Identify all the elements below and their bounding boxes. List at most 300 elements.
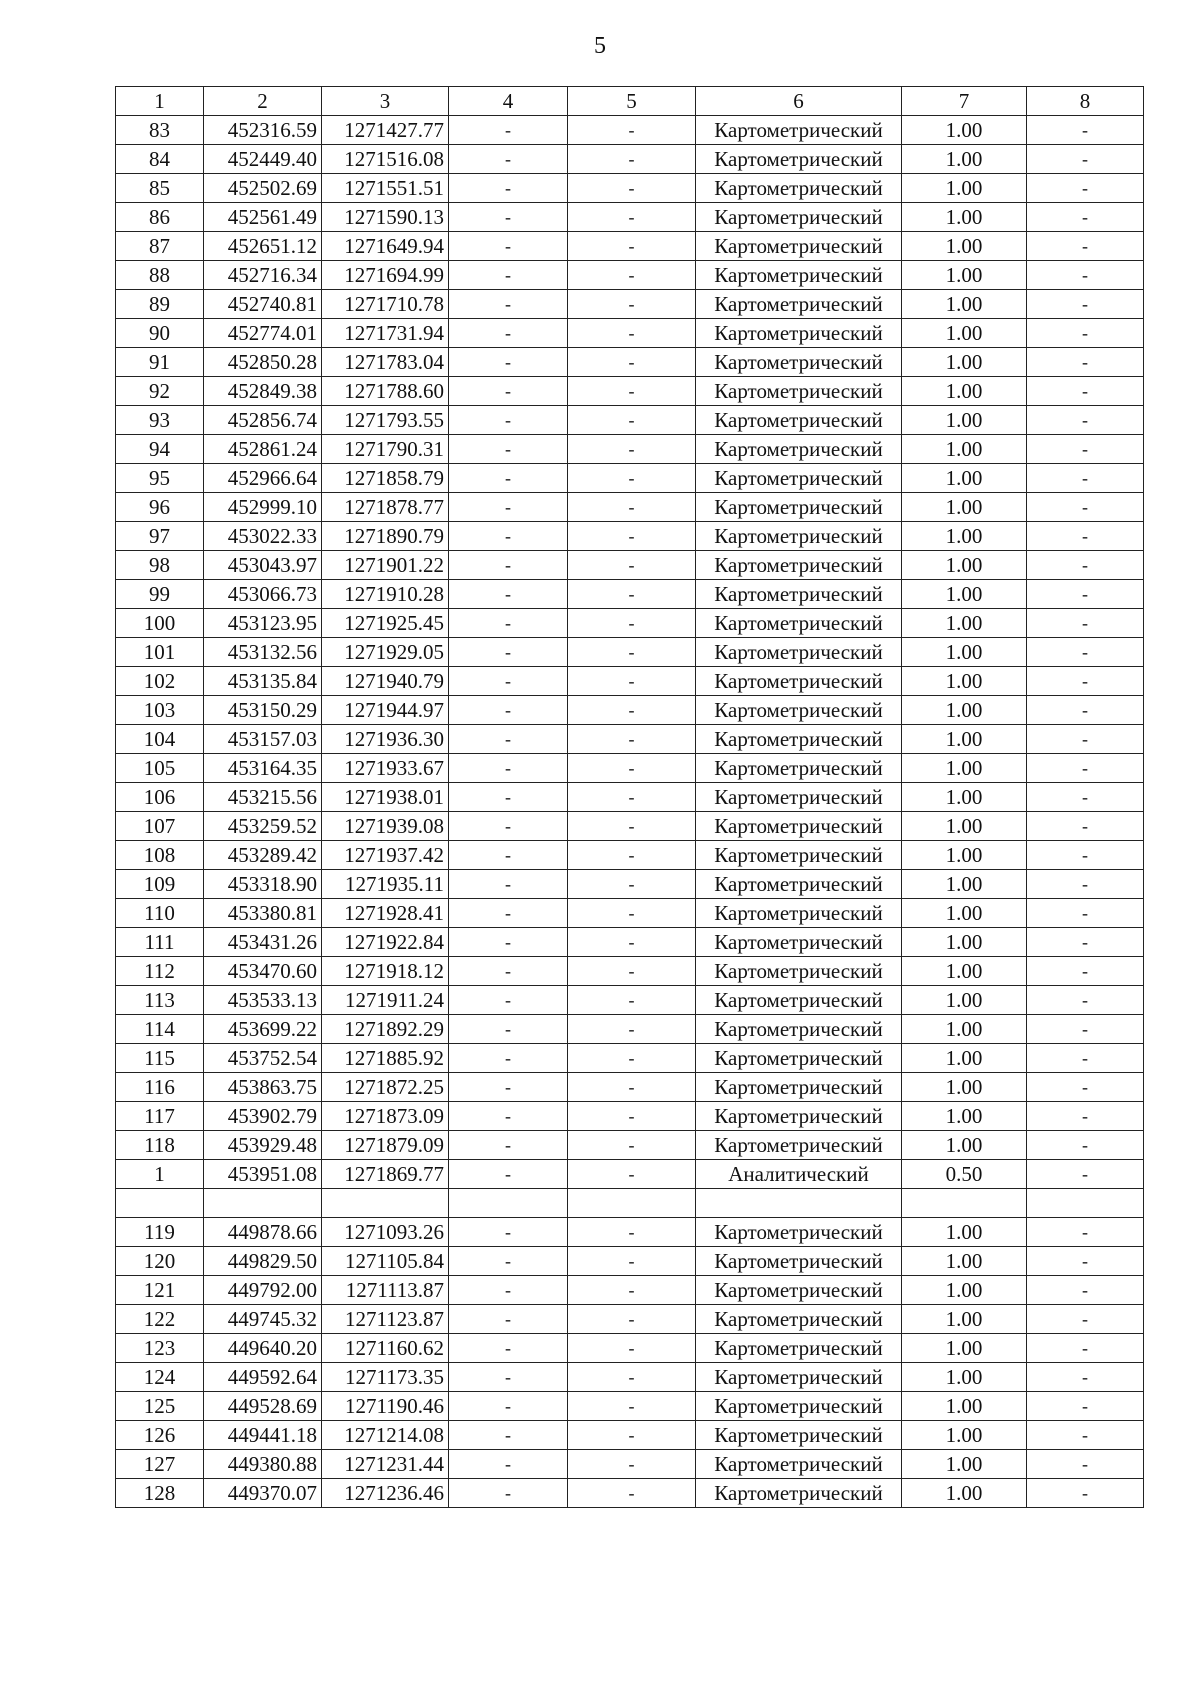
point-number-cell: 104 (116, 725, 204, 754)
column-5-cell: - (568, 899, 696, 928)
table-row (116, 232, 1144, 261)
column-4-cell: - (449, 464, 568, 493)
x-coordinate-cell: 453431.26 (204, 928, 322, 957)
y-coordinate-cell: 1271093.26 (322, 1217, 449, 1246)
y-coordinate-cell: 1271427.77 (322, 116, 449, 145)
x-coordinate-cell (204, 1189, 322, 1218)
point-number-cell: 92 (116, 377, 204, 406)
method-cell: Картометрический (696, 725, 902, 754)
x-coordinate-cell: 453123.95 (204, 609, 322, 638)
method-cell: Картометрический (696, 1275, 902, 1304)
column-5-cell: - (568, 1391, 696, 1420)
accuracy-cell: 1.00 (902, 1217, 1027, 1246)
accuracy-cell: 1.00 (902, 406, 1027, 435)
column-4-cell: - (449, 406, 568, 435)
method-cell: Картометрический (696, 609, 902, 638)
y-coordinate-cell: 1271516.08 (322, 145, 449, 174)
table-row (116, 783, 1144, 812)
x-coordinate-cell: 453533.13 (204, 986, 322, 1015)
x-coordinate-cell: 453752.54 (204, 1044, 322, 1073)
table-row (116, 812, 1144, 841)
method-cell: Картометрический (696, 116, 902, 145)
x-coordinate-cell: 452861.24 (204, 435, 322, 464)
x-coordinate-cell: 452849.38 (204, 377, 322, 406)
x-coordinate-cell: 453164.35 (204, 754, 322, 783)
method-cell: Картометрический (696, 870, 902, 899)
column-4-cell: - (449, 1478, 568, 1507)
y-coordinate-cell: 1271937.42 (322, 841, 449, 870)
column-4-cell: - (449, 754, 568, 783)
column-8-cell: - (1027, 783, 1144, 812)
table-row (116, 174, 1144, 203)
method-cell: Аналитический (696, 1160, 902, 1189)
accuracy-cell: 1.00 (902, 319, 1027, 348)
column-8-cell: - (1027, 1478, 1144, 1507)
column-5-cell: - (568, 696, 696, 725)
column-4-cell: - (449, 1449, 568, 1478)
x-coordinate-cell: 452774.01 (204, 319, 322, 348)
table-row (116, 377, 1144, 406)
point-number-cell: 119 (116, 1217, 204, 1246)
method-cell: Картометрический (696, 1015, 902, 1044)
x-coordinate-cell: 449592.64 (204, 1362, 322, 1391)
accuracy-cell: 1.00 (902, 464, 1027, 493)
point-number-cell: 103 (116, 696, 204, 725)
accuracy-cell: 1.00 (902, 986, 1027, 1015)
x-coordinate-cell: 453380.81 (204, 899, 322, 928)
column-5-cell: - (568, 638, 696, 667)
method-cell: Картометрический (696, 841, 902, 870)
y-coordinate-cell: 1271793.55 (322, 406, 449, 435)
table-row (116, 348, 1144, 377)
point-number-cell: 99 (116, 580, 204, 609)
table-row (116, 1362, 1144, 1391)
point-number-cell: 84 (116, 145, 204, 174)
accuracy-cell: 1.00 (902, 551, 1027, 580)
column-8-cell: - (1027, 1015, 1144, 1044)
method-cell: Картометрический (696, 174, 902, 203)
accuracy-cell: 1.00 (902, 580, 1027, 609)
accuracy-cell: 1.00 (902, 522, 1027, 551)
accuracy-cell: 1.00 (902, 435, 1027, 464)
accuracy-cell: 1.00 (902, 232, 1027, 261)
column-5-cell: - (568, 116, 696, 145)
column-8-cell: - (1027, 1073, 1144, 1102)
x-coordinate-cell: 452740.81 (204, 290, 322, 319)
accuracy-cell: 1.00 (902, 116, 1027, 145)
column-header: 7 (902, 87, 1027, 116)
column-8-cell: - (1027, 522, 1144, 551)
column-4-cell: - (449, 725, 568, 754)
table-row (116, 986, 1144, 1015)
column-4-cell: - (449, 203, 568, 232)
x-coordinate-cell: 453318.90 (204, 870, 322, 899)
column-4-cell: - (449, 899, 568, 928)
accuracy-cell: 1.00 (902, 1073, 1027, 1102)
point-number-cell: 115 (116, 1044, 204, 1073)
point-number-cell: 95 (116, 464, 204, 493)
y-coordinate-cell: 1271935.11 (322, 870, 449, 899)
point-number-cell: 101 (116, 638, 204, 667)
x-coordinate-cell: 453699.22 (204, 1015, 322, 1044)
column-4-cell: - (449, 1246, 568, 1275)
point-number-cell: 124 (116, 1362, 204, 1391)
column-5-cell: - (568, 1131, 696, 1160)
method-cell: Картометрический (696, 464, 902, 493)
table-body (116, 116, 1144, 1508)
accuracy-cell (902, 1189, 1027, 1218)
method-cell: Картометрический (696, 1131, 902, 1160)
column-5-cell: - (568, 841, 696, 870)
x-coordinate-cell: 453929.48 (204, 1131, 322, 1160)
table-row (116, 435, 1144, 464)
point-number-cell: 94 (116, 435, 204, 464)
column-5-cell: - (568, 348, 696, 377)
x-coordinate-cell: 453902.79 (204, 1102, 322, 1131)
column-5-cell: - (568, 551, 696, 580)
column-8-cell: - (1027, 1304, 1144, 1333)
point-number-cell: 128 (116, 1478, 204, 1507)
column-header: 5 (568, 87, 696, 116)
column-5-cell: - (568, 1333, 696, 1362)
column-4-cell: - (449, 986, 568, 1015)
accuracy-cell: 1.00 (902, 145, 1027, 174)
x-coordinate-cell: 449380.88 (204, 1449, 322, 1478)
column-5-cell: - (568, 203, 696, 232)
column-4-cell: - (449, 870, 568, 899)
table-row (116, 696, 1144, 725)
column-5-cell: - (568, 1304, 696, 1333)
column-8-cell: - (1027, 1217, 1144, 1246)
column-4-cell: - (449, 783, 568, 812)
point-number-cell: 113 (116, 986, 204, 1015)
column-5-cell: - (568, 464, 696, 493)
table-header-row (116, 87, 1144, 116)
method-cell: Картометрический (696, 232, 902, 261)
column-header: 6 (696, 87, 902, 116)
column-8-cell (1027, 1189, 1144, 1218)
column-5-cell: - (568, 986, 696, 1015)
method-cell: Картометрический (696, 348, 902, 377)
point-number-cell: 109 (116, 870, 204, 899)
column-5-cell: - (568, 812, 696, 841)
y-coordinate-cell: 1271944.97 (322, 696, 449, 725)
column-8-cell: - (1027, 464, 1144, 493)
column-8-cell: - (1027, 899, 1144, 928)
column-5-cell: - (568, 1478, 696, 1507)
accuracy-cell: 1.00 (902, 348, 1027, 377)
y-coordinate-cell: 1271922.84 (322, 928, 449, 957)
column-5-cell: - (568, 290, 696, 319)
column-5-cell: - (568, 232, 696, 261)
point-number-cell: 91 (116, 348, 204, 377)
accuracy-cell: 1.00 (902, 1391, 1027, 1420)
method-cell: Картометрический (696, 493, 902, 522)
method-cell: Картометрический (696, 522, 902, 551)
column-8-cell: - (1027, 986, 1144, 1015)
x-coordinate-cell: 453951.08 (204, 1160, 322, 1189)
column-4-cell: - (449, 1391, 568, 1420)
accuracy-cell: 1.00 (902, 1131, 1027, 1160)
column-header: 4 (449, 87, 568, 116)
point-number-cell: 112 (116, 957, 204, 986)
y-coordinate-cell: 1271783.04 (322, 348, 449, 377)
column-5-cell: - (568, 783, 696, 812)
table-row (116, 870, 1144, 899)
point-number-cell: 116 (116, 1073, 204, 1102)
method-cell: Картометрический (696, 696, 902, 725)
accuracy-cell: 1.00 (902, 1015, 1027, 1044)
table-row (116, 203, 1144, 232)
column-8-cell: - (1027, 638, 1144, 667)
accuracy-cell: 1.00 (902, 783, 1027, 812)
column-5-cell: - (568, 609, 696, 638)
column-5-cell: - (568, 1275, 696, 1304)
accuracy-cell: 1.00 (902, 174, 1027, 203)
method-cell: Картометрический (696, 145, 902, 174)
column-5-cell: - (568, 522, 696, 551)
point-number-cell: 87 (116, 232, 204, 261)
accuracy-cell: 1.00 (902, 957, 1027, 986)
point-number-cell: 107 (116, 812, 204, 841)
column-8-cell: - (1027, 348, 1144, 377)
coordinates-table (115, 86, 1144, 1508)
x-coordinate-cell: 453132.56 (204, 638, 322, 667)
point-number-cell: 108 (116, 841, 204, 870)
column-8-cell: - (1027, 696, 1144, 725)
x-coordinate-cell: 453470.60 (204, 957, 322, 986)
method-cell: Картометрический (696, 1362, 902, 1391)
point-number-cell: 111 (116, 928, 204, 957)
column-8-cell: - (1027, 870, 1144, 899)
method-cell: Картометрический (696, 986, 902, 1015)
accuracy-cell: 1.00 (902, 1304, 1027, 1333)
table-row (116, 1391, 1144, 1420)
column-4-cell: - (449, 232, 568, 261)
column-8-cell: - (1027, 1044, 1144, 1073)
method-cell: Картометрический (696, 377, 902, 406)
x-coordinate-cell: 449640.20 (204, 1333, 322, 1362)
table-row (116, 580, 1144, 609)
point-number-cell: 110 (116, 899, 204, 928)
x-coordinate-cell: 453022.33 (204, 522, 322, 551)
point-number-cell: 105 (116, 754, 204, 783)
y-coordinate-cell: 1271551.51 (322, 174, 449, 203)
column-8-cell: - (1027, 1333, 1144, 1362)
column-4-cell: - (449, 348, 568, 377)
method-cell: Картометрический (696, 1246, 902, 1275)
column-5-cell: - (568, 957, 696, 986)
column-4-cell: - (449, 928, 568, 957)
table-row (116, 1275, 1144, 1304)
method-cell: Картометрический (696, 551, 902, 580)
point-number-cell (116, 1189, 204, 1218)
x-coordinate-cell: 449792.00 (204, 1275, 322, 1304)
table-row (116, 1102, 1144, 1131)
y-coordinate-cell: 1271123.87 (322, 1304, 449, 1333)
table-row (116, 145, 1144, 174)
column-5-cell: - (568, 319, 696, 348)
column-header: 1 (116, 87, 204, 116)
y-coordinate-cell: 1271879.09 (322, 1131, 449, 1160)
table-row (116, 1217, 1144, 1246)
y-coordinate-cell: 1271910.28 (322, 580, 449, 609)
y-coordinate-cell: 1271214.08 (322, 1420, 449, 1449)
accuracy-cell: 1.00 (902, 812, 1027, 841)
table-row (116, 406, 1144, 435)
page-number: 5 (594, 33, 606, 59)
column-8-cell: - (1027, 290, 1144, 319)
column-4-cell: - (449, 290, 568, 319)
point-number-cell: 123 (116, 1333, 204, 1362)
column-8-cell: - (1027, 580, 1144, 609)
method-cell: Картометрический (696, 957, 902, 986)
column-8-cell: - (1027, 406, 1144, 435)
point-number-cell: 118 (116, 1131, 204, 1160)
column-8-cell: - (1027, 174, 1144, 203)
table-row (116, 116, 1144, 145)
y-coordinate-cell: 1271885.92 (322, 1044, 449, 1073)
y-coordinate-cell: 1271649.94 (322, 232, 449, 261)
y-coordinate-cell: 1271788.60 (322, 377, 449, 406)
y-coordinate-cell: 1271936.30 (322, 725, 449, 754)
accuracy-cell: 1.00 (902, 638, 1027, 667)
method-cell: Картометрический (696, 1420, 902, 1449)
column-4-cell: - (449, 667, 568, 696)
column-8-cell: - (1027, 145, 1144, 174)
column-4-cell: - (449, 1362, 568, 1391)
column-8-cell: - (1027, 1420, 1144, 1449)
accuracy-cell: 1.00 (902, 899, 1027, 928)
column-5-cell: - (568, 261, 696, 290)
method-cell: Картометрический (696, 1449, 902, 1478)
y-coordinate-cell: 1271933.67 (322, 754, 449, 783)
column-8-cell: - (1027, 116, 1144, 145)
column-8-cell: - (1027, 261, 1144, 290)
column-4-cell (449, 1189, 568, 1218)
table-row (116, 754, 1144, 783)
table-row (116, 899, 1144, 928)
y-coordinate-cell: 1271873.09 (322, 1102, 449, 1131)
column-8-cell: - (1027, 203, 1144, 232)
x-coordinate-cell: 449528.69 (204, 1391, 322, 1420)
column-4-cell: - (449, 1102, 568, 1131)
table-row (116, 638, 1144, 667)
x-coordinate-cell: 449441.18 (204, 1420, 322, 1449)
column-5-cell: - (568, 1160, 696, 1189)
accuracy-cell: 1.00 (902, 928, 1027, 957)
method-cell: Картометрический (696, 1478, 902, 1507)
column-4-cell: - (449, 1160, 568, 1189)
table-row (116, 290, 1144, 319)
y-coordinate-cell: 1271869.77 (322, 1160, 449, 1189)
column-4-cell: - (449, 116, 568, 145)
point-number-cell: 120 (116, 1246, 204, 1275)
y-coordinate-cell: 1271939.08 (322, 812, 449, 841)
method-cell (696, 1189, 902, 1218)
table-row (116, 1189, 1144, 1218)
point-number-cell: 86 (116, 203, 204, 232)
y-coordinate-cell: 1271925.45 (322, 609, 449, 638)
column-8-cell: - (1027, 1275, 1144, 1304)
table-row (116, 493, 1144, 522)
x-coordinate-cell: 452856.74 (204, 406, 322, 435)
accuracy-cell: 1.00 (902, 377, 1027, 406)
column-5-cell: - (568, 667, 696, 696)
method-cell: Картометрический (696, 1044, 902, 1073)
method-cell: Картометрический (696, 1304, 902, 1333)
x-coordinate-cell: 453863.75 (204, 1073, 322, 1102)
method-cell: Картометрический (696, 1102, 902, 1131)
method-cell: Картометрический (696, 580, 902, 609)
accuracy-cell: 0.50 (902, 1160, 1027, 1189)
accuracy-cell: 1.00 (902, 290, 1027, 319)
x-coordinate-cell: 453150.29 (204, 696, 322, 725)
column-8-cell: - (1027, 841, 1144, 870)
column-8-cell: - (1027, 754, 1144, 783)
column-5-cell: - (568, 435, 696, 464)
column-4-cell: - (449, 377, 568, 406)
column-4-cell: - (449, 551, 568, 580)
point-number-cell: 117 (116, 1102, 204, 1131)
column-8-cell: - (1027, 1160, 1144, 1189)
y-coordinate-cell: 1271878.77 (322, 493, 449, 522)
method-cell: Картометрический (696, 319, 902, 348)
column-5-cell: - (568, 1246, 696, 1275)
table-row (116, 609, 1144, 638)
accuracy-cell: 1.00 (902, 1275, 1027, 1304)
column-4-cell: - (449, 493, 568, 522)
x-coordinate-cell: 453066.73 (204, 580, 322, 609)
table-row (116, 1420, 1144, 1449)
column-4-cell: - (449, 522, 568, 551)
column-4-cell: - (449, 696, 568, 725)
table-row (116, 957, 1144, 986)
column-header: 2 (204, 87, 322, 116)
point-number-cell: 93 (116, 406, 204, 435)
column-8-cell: - (1027, 725, 1144, 754)
accuracy-cell: 1.00 (902, 841, 1027, 870)
y-coordinate-cell: 1271901.22 (322, 551, 449, 580)
column-4-cell: - (449, 1073, 568, 1102)
x-coordinate-cell: 452966.64 (204, 464, 322, 493)
x-coordinate-cell: 452999.10 (204, 493, 322, 522)
point-number-cell: 89 (116, 290, 204, 319)
x-coordinate-cell: 453259.52 (204, 812, 322, 841)
method-cell: Картометрический (696, 261, 902, 290)
y-coordinate-cell: 1271890.79 (322, 522, 449, 551)
table-row (116, 725, 1144, 754)
method-cell: Картометрический (696, 812, 902, 841)
table-row (116, 1131, 1144, 1160)
x-coordinate-cell: 449745.32 (204, 1304, 322, 1333)
point-number-cell: 85 (116, 174, 204, 203)
point-number-cell: 96 (116, 493, 204, 522)
accuracy-cell: 1.00 (902, 261, 1027, 290)
column-8-cell: - (1027, 1449, 1144, 1478)
table-row (116, 1304, 1144, 1333)
column-5-cell: - (568, 377, 696, 406)
accuracy-cell: 1.00 (902, 1333, 1027, 1362)
table-row (116, 1160, 1144, 1189)
point-number-cell: 83 (116, 116, 204, 145)
y-coordinate-cell: 1271918.12 (322, 957, 449, 986)
column-5-cell: - (568, 406, 696, 435)
y-coordinate-cell: 1271858.79 (322, 464, 449, 493)
accuracy-cell: 1.00 (902, 1362, 1027, 1391)
y-coordinate-cell: 1271929.05 (322, 638, 449, 667)
table-row (116, 1073, 1144, 1102)
